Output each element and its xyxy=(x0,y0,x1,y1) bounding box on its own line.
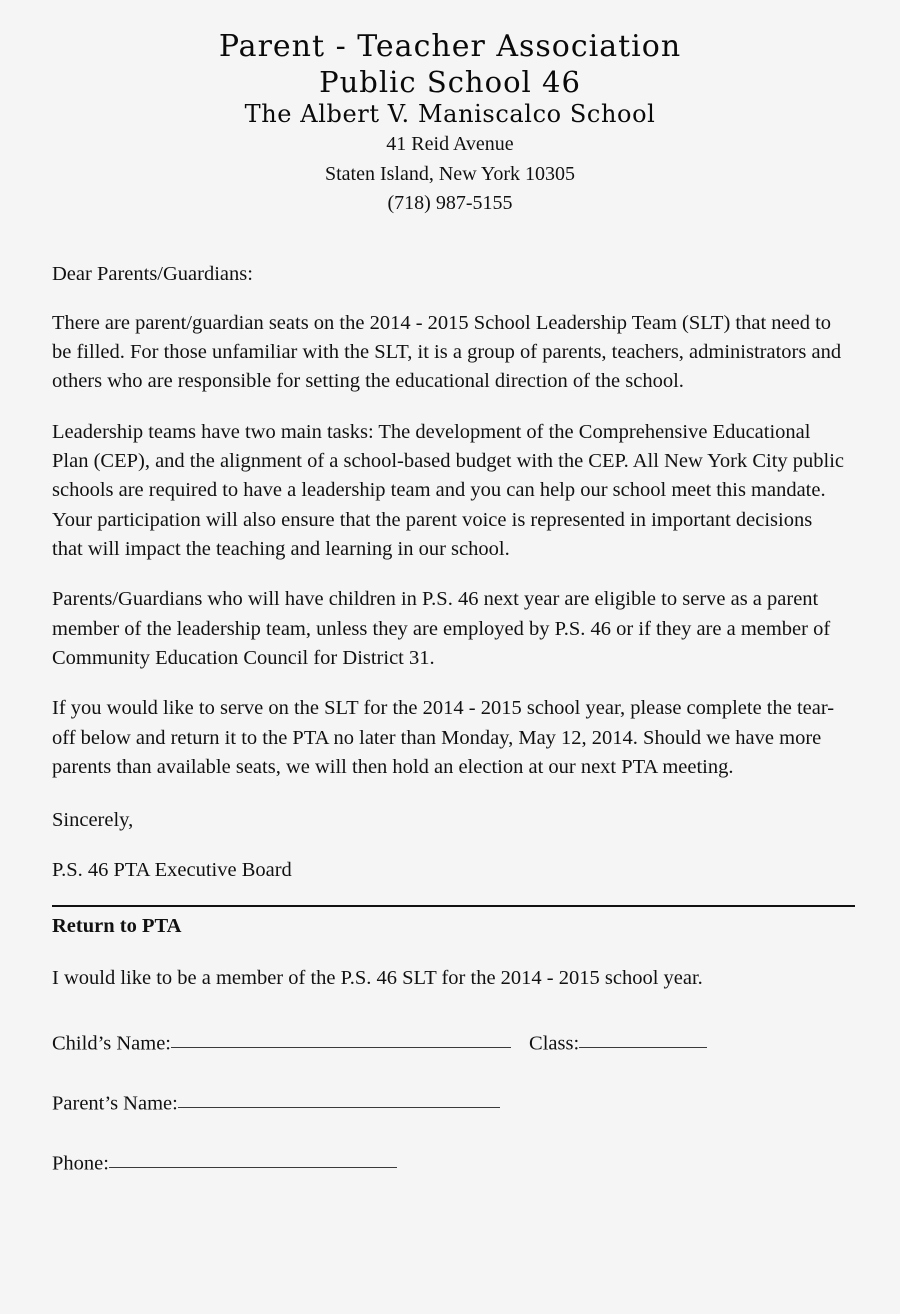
child-name-input[interactable] xyxy=(171,1027,511,1047)
paragraph-leadership-tasks: Leadership teams have two main tasks: The development of the Comprehensive Educational Plan (CEP), and the alignment of a school-based budget with the CEP. All New York City public schools are required to have a leadership team and you can help our school meet this mandate. Your participation will also ensure that the parent voice is represented in important decisions that will impact the teaching and learning in our school. xyxy=(52,420,845,560)
letterhead xyxy=(0,0,900,217)
school-name: Public School 46 xyxy=(319,64,581,99)
parent-name-input[interactable] xyxy=(178,1087,500,1107)
field-row-child-name xyxy=(52,1029,848,1057)
paragraph-deadline: If you would like to serve on the SLT for the 2014 - 2015 school year, please complete the tear-off below and return it to the PTA no later than Monday, May 12, 2014. Should we have more parents than available seats, we will then hold an election at our next PTA meeting. xyxy=(52,697,835,778)
tearoff-title: Return to PTA xyxy=(52,915,182,938)
salutation: Dear Parents/Guardians: xyxy=(52,262,253,285)
organization-title: Parent - Teacher Association xyxy=(218,29,682,64)
school-full-name: The Albert V. Maniscalco School xyxy=(244,100,656,129)
address-street: 41 Reid Avenue xyxy=(386,132,514,155)
child-name-label: Child’s Name: xyxy=(52,1032,172,1055)
closing-salutation: Sincerely, xyxy=(52,809,134,832)
parent-name-label: Parent’s Name: xyxy=(52,1092,178,1115)
tearoff-section xyxy=(52,915,848,1177)
tearoff-divider xyxy=(52,905,855,907)
paragraph-slt-seats: There are parent/guardian seats on the 2014 - 2015 School Leadership Team (SLT) that need to be filled. For those unfamiliar with the SLT, it is a group of parents, teachers, administrators and others who are responsible for setting the educational direction of the school. xyxy=(52,311,842,393)
field-row-parent-name xyxy=(52,1089,848,1117)
phone-label: Phone: xyxy=(52,1152,109,1175)
field-row-phone xyxy=(52,1149,848,1177)
tearoff-statement: I would like to be a member of the P.S. 46 SLT for the 2014 - 2015 school year. xyxy=(52,967,703,990)
tearoff-form xyxy=(52,1029,848,1177)
class-label: Class: xyxy=(529,1032,580,1055)
closing-signature: P.S. 46 PTA Executive Board xyxy=(52,858,292,881)
letter-body xyxy=(52,261,848,885)
class-input[interactable] xyxy=(579,1027,707,1047)
phone-input[interactable] xyxy=(109,1147,397,1167)
paragraph-eligibility: Parents/Guardians who will have children in P.S. 46 next year are eligible to serve as a parent member of the leadership team, unless they are employed by P.S. 46 or if they are a member of Community Education Council for District 31. xyxy=(52,588,831,669)
address-city-state-zip: Staten Island, New York 10305 xyxy=(325,162,575,185)
contact-phone: (718) 987-5155 xyxy=(387,192,513,215)
